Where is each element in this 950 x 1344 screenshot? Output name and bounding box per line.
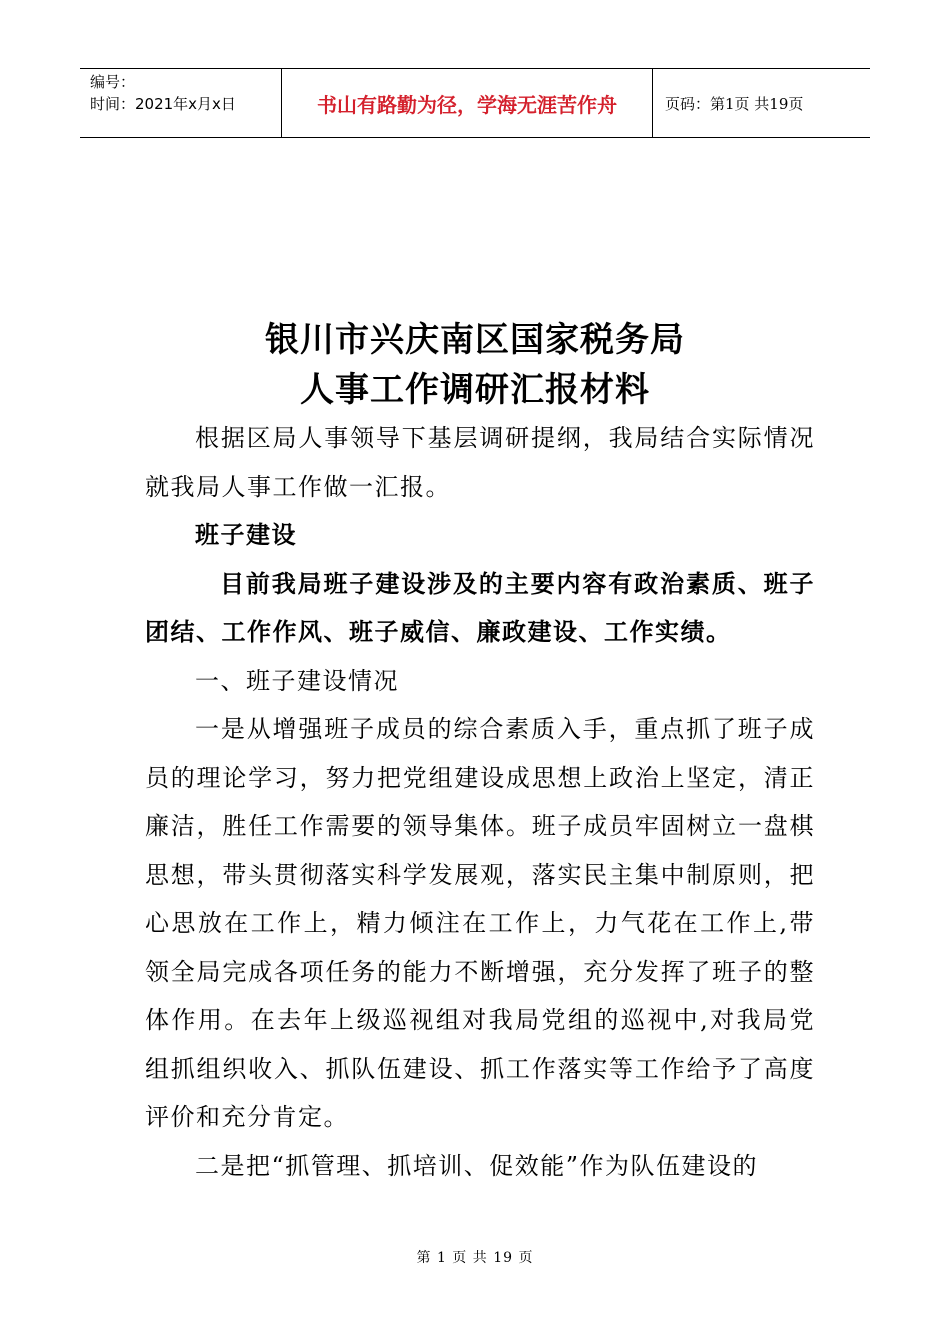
- paragraph-second-point: 二是把“抓管理、抓培训、促效能”作为队伍建设的: [195, 1151, 759, 1180]
- header-motto: 书山有路勤为径，学海无涯苦作舟: [282, 69, 653, 137]
- header-page-info: 页码：第1页 共19页: [665, 94, 804, 113]
- subsection-heading: 一、班子建设情况: [195, 666, 399, 695]
- paragraph-first-point: 一是从增强班子成员的综合素质入手，重点抓了班子成员的理论学习，努力把党组建设成思想上政治上坚定，清正廉洁，胜任工作需要的领导集体。班子成员牢固树立一盘棋思想，带头贯彻落实科学发展观，落实民主集中制原则，把心思放在工作上，精力倾注在工作上，力气花在工作上,带领全局完成各项任务的能力不断增强，充分发挥了班子的整体作用。在去年上级巡视组对我局党组的巡视中,对我局党组抓组织收入、抓队伍建设、抓工作落实等工作给予了高度评价和充分肯定。: [145, 715, 815, 1131]
- document-number-label: 编号：: [90, 73, 136, 91]
- document-title-line1: 银川市兴庆南区国家税务局: [265, 320, 685, 360]
- document-title-line2: 人事工作调研汇报材料: [300, 370, 650, 410]
- section-heading: 班子建设: [195, 520, 297, 549]
- document-time-label: 时间：2021年x月x日: [90, 95, 236, 113]
- header-meta-cell: [80, 69, 282, 137]
- document-body: [145, 414, 815, 1190]
- page-footer: 第 1 页 共 19 页: [416, 1250, 534, 1266]
- intro-paragraph: 根据区局人事领导下基层调研提纲，我局结合实际情况就我局人事工作做一汇报。: [145, 424, 815, 501]
- header-table: [80, 68, 870, 138]
- summary-paragraph: 目前我局班子建设涉及的主要内容有政治素质、班子团结、工作作风、班子威信、廉政建设、工作实绩。: [145, 568, 815, 646]
